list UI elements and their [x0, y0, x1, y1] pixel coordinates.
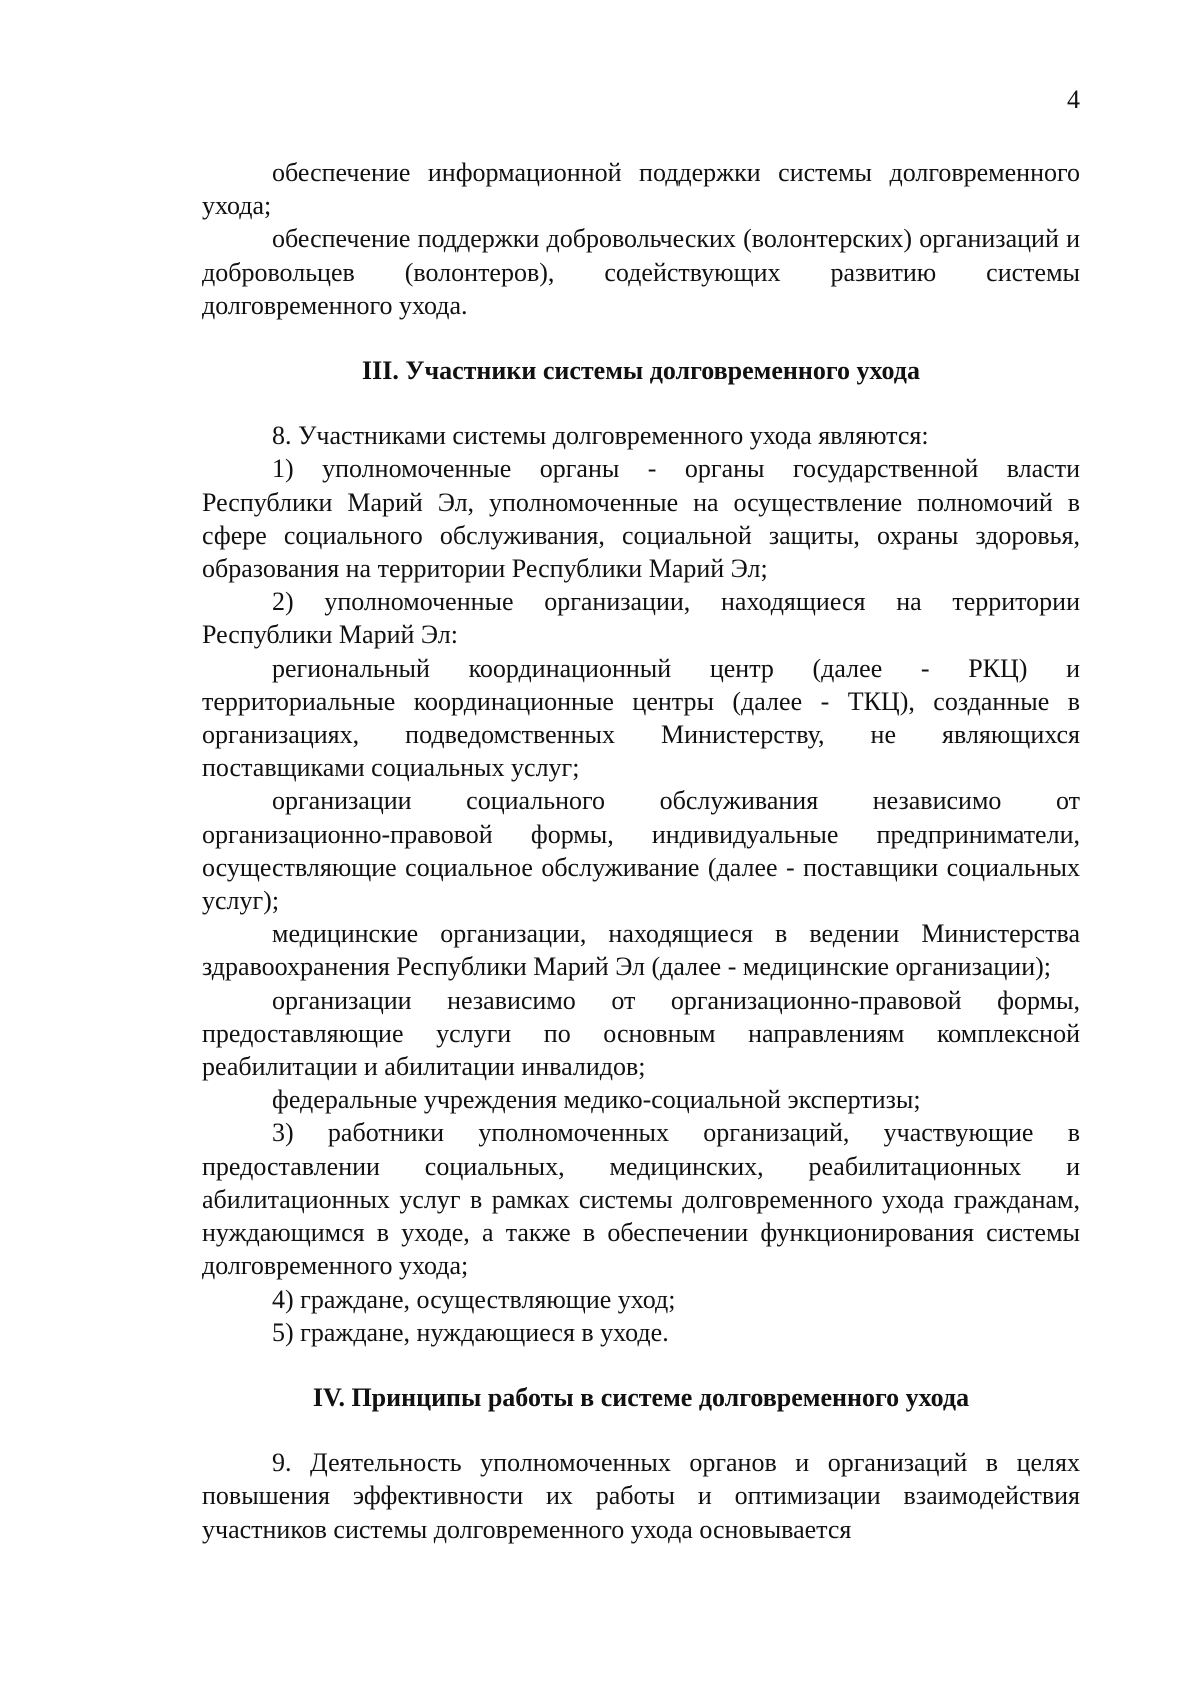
paragraph: федеральные учреждения медико-социальной экспертизы; — [272, 1085, 921, 1115]
paragraph: 3) работники уполномоченных организаций, участвующие в предоставлении социальных, медицинских, реабилитационных и абилитационных услуг в рамках системы долговременного ухода гражданам, нуждающимся в уходе, а также в обеспечении функционирования системы долговременного ухода; — [202, 1118, 1080, 1281]
paragraph: 5) граждане, нуждающиеся в уходе. — [272, 1317, 669, 1347]
paragraph: 4) граждане, осуществляющие уход; — [272, 1284, 676, 1314]
paragraph: организации независимо от организационно-правовой формы, предоставляющие услуги по основным направлениям комплексной реабилитации и абилитации инвалидов; — [202, 985, 1080, 1082]
paragraph: 2) уполномоченные организации, находящиеся на территории Республики Марий Эл: — [202, 587, 1080, 650]
page-number: 4 — [1067, 85, 1080, 114]
paragraph: 1) уполномоченные органы - органы государственной власти Республики Марий Эл, уполномоченные на осуществление полномочий в сфере социального обслуживания, социальной защиты, охраны здоровья, образования на территории Республики Марий Эл; — [202, 454, 1080, 584]
paragraph: медицинские организации, находящиеся в ведении Министерства здравоохранения Республики Марий Эл (далее - медицинские организации); — [202, 919, 1080, 982]
document-body — [202, 156, 1080, 1546]
paragraph: обеспечение информационной поддержки системы долговременного ухода; — [202, 158, 1080, 221]
paragraph: организации социального обслуживания независимо от организационно-правовой формы, индивидуальные предприниматели, осуществляющие социальное обслуживание (далее - поставщики социальных услуг); — [202, 786, 1080, 916]
section-heading: IV. Принципы работы в системе долговременного ухода — [312, 1382, 970, 1412]
paragraph: региональный координационный центр (далее - РКЦ) и территориальные координационные центры (далее - ТКЦ), созданные в организациях, подведомственных Министерству, не являющихся поставщиками социальных услуг; — [202, 653, 1080, 783]
paragraph: 8. Участниками системы долговременного ухода являются: — [272, 421, 929, 451]
paragraph: обеспечение поддержки добровольческих (волонтерских) организаций и добровольцев (волонтеров), содействующих развитию системы долговременного ухода. — [202, 224, 1080, 320]
section-heading: III. Участники системы долговременного ухода — [362, 356, 920, 386]
paragraph: 9. Деятельность уполномоченных органов и организаций в целях повышения эффективности их работы и оптимизации взаимодействия участников системы долговременного ухода основывается — [202, 1448, 1080, 1544]
